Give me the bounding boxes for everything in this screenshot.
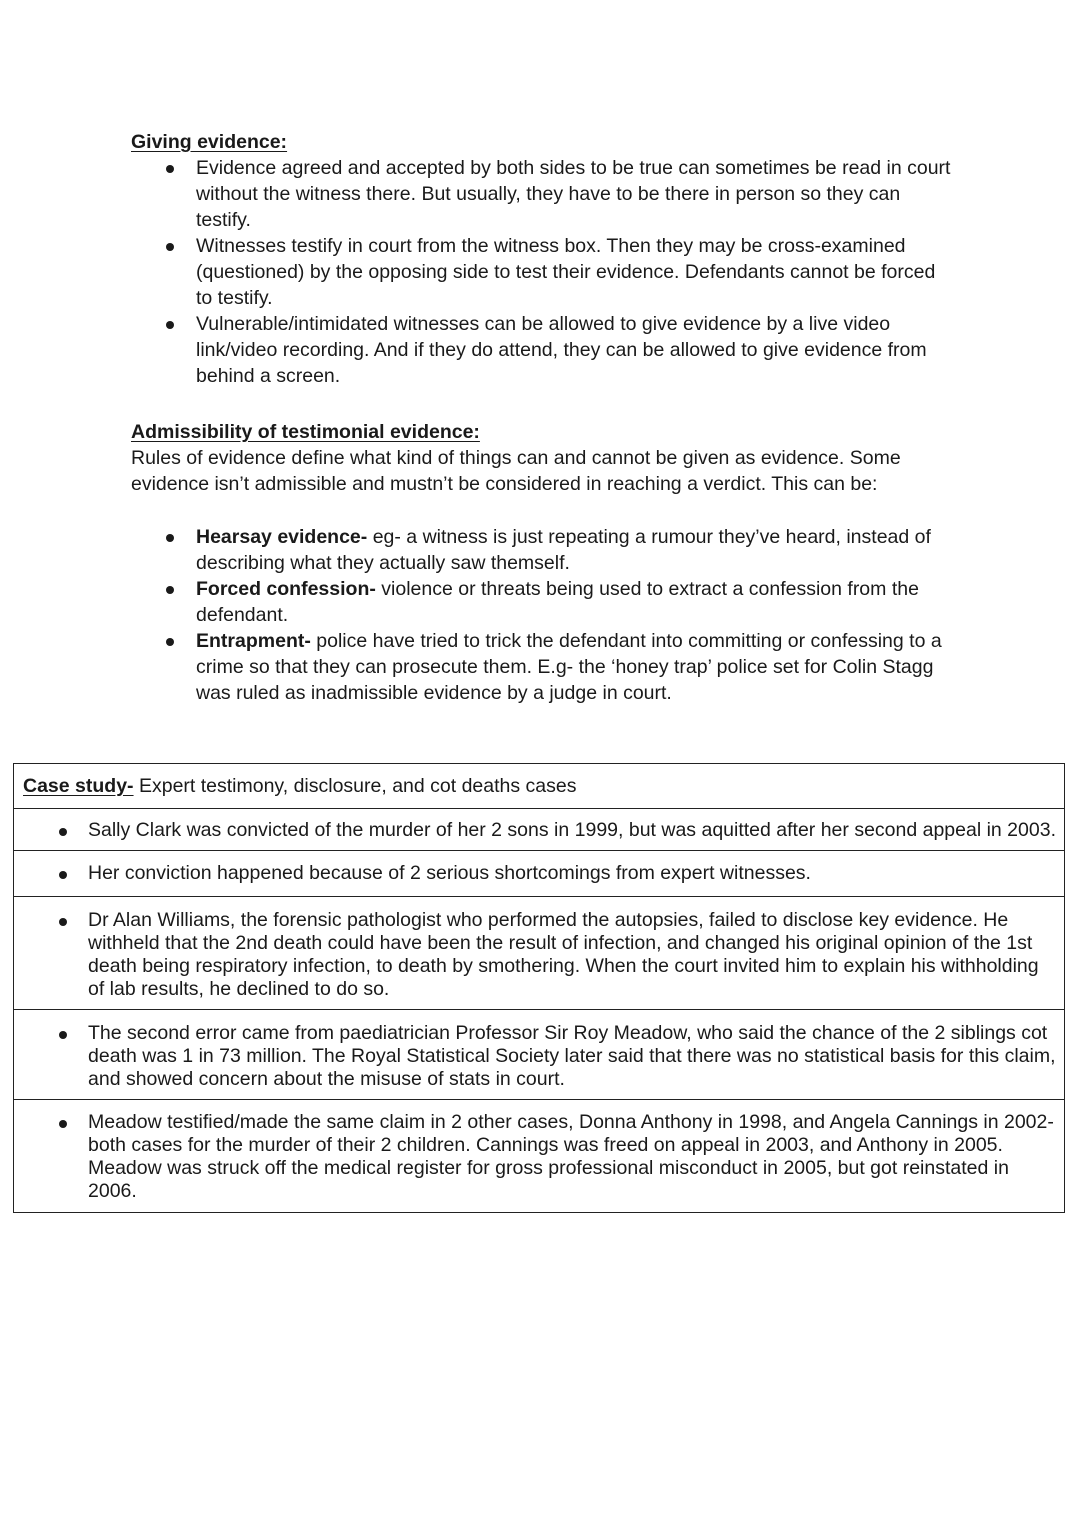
bullet-icon <box>59 918 67 926</box>
giving-evidence-heading: Giving evidence: <box>131 131 288 153</box>
giving-evidence-list <box>131 155 951 389</box>
term-label: Entrapment- <box>196 630 311 652</box>
list-item <box>131 233 951 311</box>
table-row-text: Meadow testified/made the same claim in 2 other cases, Donna Anthony in 1998, and Angela Cannings in 2002- both cases for the murder of their 2 children. Cannings was freed on appeal in 2003, and Anthony in 2005. Meadow was struck off the medical register for gross professional misconduct in 2005, but got reinstated in 2006. <box>88 1111 1054 1202</box>
bullet-icon <box>166 165 174 173</box>
list-item-text: Vulnerable/intimidated witnesses can be allowed to give evidence by a live video link/video recording. And if they do attend, they can be allowed to give evidence from behind a screen. <box>196 313 927 387</box>
list-item <box>131 628 951 706</box>
list-item-text: Evidence agreed and accepted by both sides to be true can sometimes be read in court without the witness there. But usually, they have to be there in person so they can testify. <box>196 157 951 231</box>
term-label: Hearsay evidence- <box>196 526 368 548</box>
table-row <box>14 808 1064 850</box>
table-row <box>14 896 1064 1009</box>
admissibility-intro: Rules of evidence define what kind of things can and cannot be given as evidence. Some evidence isn’t admissible and mustn’t be considered in reaching a verdict. This can be: <box>131 447 901 495</box>
bullet-icon <box>166 534 174 542</box>
table-row-text: The second error came from paediatrician Professor Sir Roy Meadow, who said the chance of the 2 siblings cot death was 1 in 73 million. The Royal Statistical Society later said that there was no statistical basis for this claim, and showed concern about the misuse of stats in court. <box>88 1022 1056 1090</box>
table-row <box>14 1009 1064 1099</box>
giving-evidence-section <box>131 129 951 389</box>
bullet-icon <box>166 321 174 329</box>
table-row-text: Her conviction happened because of 2 serious shortcomings from expert witnesses. <box>88 862 811 884</box>
bullet-icon <box>59 828 67 836</box>
table-row-text: Sally Clark was convicted of the murder of her 2 sons in 1999, but was aquitted after her second appeal in 2003. <box>88 819 1056 841</box>
case-study-title: Expert testimony, disclosure, and cot deaths cases <box>133 775 577 797</box>
term-label: Forced confession- <box>196 578 376 600</box>
list-item <box>131 576 951 628</box>
list-item <box>131 155 951 233</box>
term-text: police have tried to trick the defendant into committing or confessing to a crime so that they can prosecute them. E.g- the ‘honey trap’ police set for Colin Stagg was ruled as inadmissible evidence by a judge in court. <box>196 630 942 704</box>
bullet-icon <box>59 871 67 879</box>
admissibility-section <box>131 419 951 706</box>
list-item-text: Witnesses testify in court from the witness box. Then they may be cross-examined (questioned) by the opposing side to test their evidence. Defendants cannot be forced to testify. <box>196 235 936 309</box>
list-item <box>131 524 951 576</box>
bullet-icon <box>59 1031 67 1039</box>
bullet-icon <box>59 1120 67 1128</box>
bullet-icon <box>166 638 174 646</box>
inadmissible-list <box>131 524 951 706</box>
case-study-label: Case study- <box>23 775 134 797</box>
bullet-icon <box>166 243 174 251</box>
list-item <box>131 311 951 389</box>
admissibility-heading: Admissibility of testimonial evidence: <box>131 421 480 443</box>
case-study-table <box>13 763 1065 1213</box>
bullet-icon <box>166 586 174 594</box>
case-study-title-row <box>14 764 1064 808</box>
term-text: violence or threats being used to extract a confession from the defendant. <box>196 578 919 626</box>
table-row <box>14 1099 1064 1212</box>
term-text: eg- a witness is just repeating a rumour they’ve heard, instead of describing what they actually saw themself. <box>196 526 931 574</box>
table-row-text: Dr Alan Williams, the forensic pathologist who performed the autopsies, failed to disclose key evidence. He withheld that the 2nd death could have been the result of infection, and changed his original opinion of the 1st death being respiratory infection, to death by smothering. When the court invited him to explain his withholding of lab results, he declined to do so. <box>88 909 1039 1000</box>
table-row <box>14 850 1064 896</box>
